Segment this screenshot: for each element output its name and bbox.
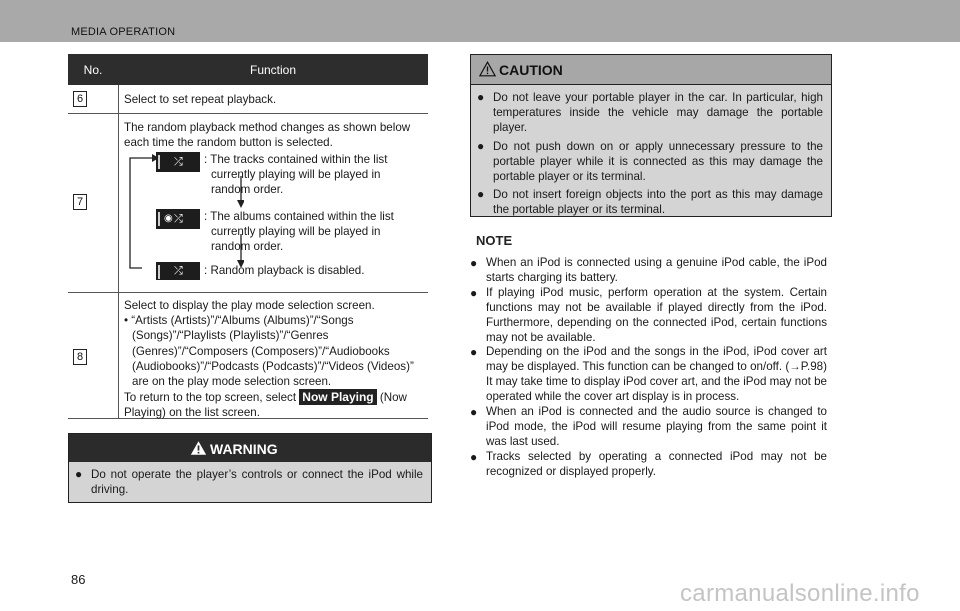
row-number: 7 (73, 194, 87, 210)
warning-box (68, 433, 432, 503)
mode-tracks: ⤮ : The tracks contained within the list currently playing will be played in random order. (124, 150, 424, 210)
row-number: 8 (73, 349, 87, 365)
shuffle-off-button (156, 262, 200, 280)
shuffle-icon: ⤮ (174, 265, 183, 278)
caution-item: ● Do not insert foreign objects into the port as this may damage the portable player or its terminal. (477, 187, 823, 217)
warning-header (69, 434, 431, 462)
disc-icon: ◉ (164, 213, 173, 225)
caution-item: ● Do not leave your portable player in the car. In particular, high temperatures inside the vehicle may damage the portable player. (477, 90, 823, 136)
note-item: ● If playing iPod music, perform operation at the system. Certain functions may not be available if played directly from the iPod. Furthermore, depending on the connected iPod, certain functions may not be available. (470, 286, 827, 346)
watermark: carmanualsonline.info (680, 580, 920, 607)
warning-item: ● Do not operate the player’s controls or connect the iPod while driving. (75, 467, 423, 497)
row-function: Select to set repeat playback. (124, 93, 277, 106)
row-number: 6 (73, 91, 87, 107)
col-function-header: Function (249, 63, 297, 77)
note-item: ● Depending on the iPod and the songs in the iPod, iPod cover art may be displayed. This function can be changed to on/off. (→P.98) It may take time to display iPod cover art, and the iPod may not be operated while the cover art display is in process. (470, 345, 827, 405)
caution-triangle-icon (479, 61, 496, 77)
caution-box (470, 54, 832, 217)
shuffle-albums-button (156, 209, 200, 229)
note-list (470, 256, 827, 480)
warning-triangle-icon (190, 440, 207, 456)
mode-off: ⤮ : Random playback is disabled. (124, 262, 424, 284)
page-number: 86 (71, 572, 86, 587)
warning-title: WARNING (210, 441, 278, 457)
table-header (68, 54, 428, 85)
row-function (124, 114, 428, 280)
caution-title: CAUTION (499, 62, 563, 78)
note-item: ● When an iPod is connected and the audio source is changed to iPod mode, the iPod will resume playing from the same point it was last used. (470, 405, 827, 450)
random-intro: The random playback method changes as shown below each time the random button is selected. (124, 121, 411, 150)
header-bar (0, 0, 960, 42)
random-mode-diagram (124, 150, 424, 280)
shuffle-icon: ⤮ (174, 213, 183, 226)
table-row-7 (68, 114, 428, 293)
row-function: Select to display the play mode selection screen. • “Artists (Artists)”/“Albums (Albums)”/“Songs (Songs)”/“Playlists (Playlists)”/“Genres (Genres)”/“Composers (Composers)”/“Audiobooks (Audiobooks)”/“Podcasts (Podcasts)”/“Videos (Videos)” are on the play mode selection screen. To return to the top screen, select Now Playing (Now Playing) on the list screen. (124, 299, 414, 420)
note-item: ● Tracks selected by operating a connected iPod may not be recognized or displayed properly. (470, 450, 827, 480)
now-playing-button: Now Playing (299, 389, 376, 405)
function-table (68, 54, 428, 419)
table-row-8 (68, 293, 428, 419)
note-title: NOTE (476, 233, 513, 248)
shuffle-icon: ⤮ (174, 156, 183, 169)
table-row-6 (68, 85, 428, 114)
caution-header (471, 55, 831, 85)
section-title: MEDIA OPERATION (71, 26, 176, 38)
mode-albums: ◉ ⤮ : The albums contained within the list currently playing will be played in random order. (124, 207, 424, 267)
caution-item: ● Do not push down on or apply unnecessary pressure to the portable player while it is connected as this may damage the portable player or its terminal. (477, 139, 823, 185)
col-no-header: No. (83, 63, 103, 77)
note-item: ● When an iPod is connected using a genuine iPod cable, the iPod starts charging its battery. (470, 256, 827, 286)
shuffle-tracks-button (156, 152, 200, 172)
